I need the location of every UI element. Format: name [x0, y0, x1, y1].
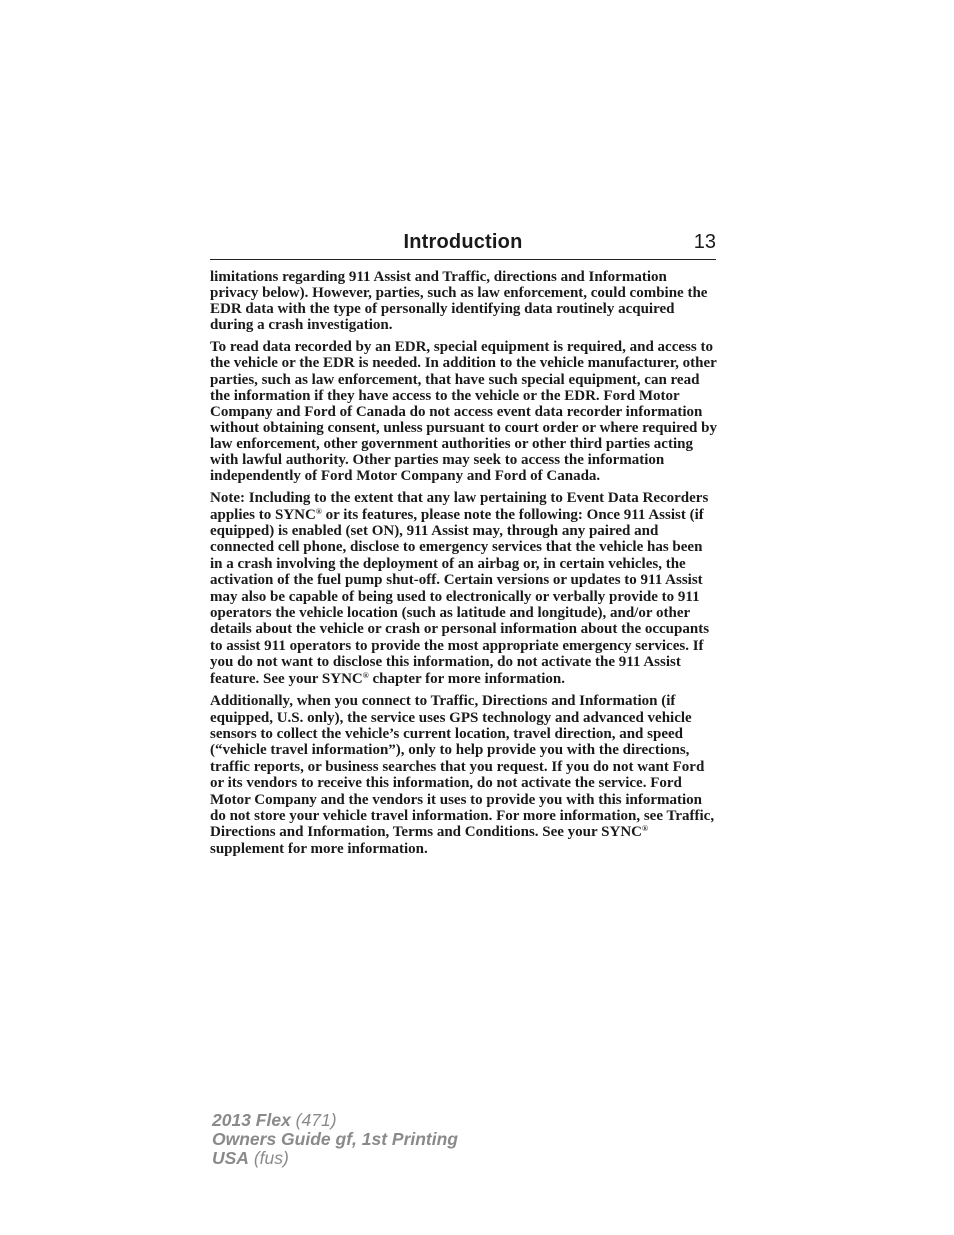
body-text	[210, 269, 718, 863]
traffic-text-part-2: supplement for more information.	[210, 840, 428, 857]
page-number: 13	[693, 231, 716, 253]
note-text-part-2: or its features, please note the following: Once 911 Assist (if equipped) is enabled (set ON), 911 Assist may, through any paired and connected cell phone, disclose to emergency services that the vehicle has been in a crash involving the deployment of an airbag or, in certain vehicles, the activation of the fuel pump shut-off. Certain versions or updates to 911 Assist may also be capable of being used to electronically or verbally provide to 911 operators the vehicle location (such as latitude and longitude), and/or other details about the vehicle or crash or personal information about the occupants to assist 911 operators to provide the most appropriate emergency services. If you do not want to disclose this information, do not activate the 911 Assist feature. See your SYNC	[210, 506, 710, 687]
paragraph-edr-access: To read data recorded by an EDR, special equipment is required, and access to the vehicle or the EDR is needed. In addition to the vehicle manufacturer, other parties, such as law enforcement, that have such special equipment, can read the information if they have access to the vehicle or the EDR. Ford Motor Company and Ford of Canada do not access event data recorder information without obtaining consent, unless pursuant to court order or where required by law enforcement, other government authorities or other third parties acting with lawful authority. Other parties may seek to access the information independently of Ford Motor Company and Ford of Canada.	[210, 339, 717, 485]
registered-mark: ®	[642, 824, 648, 834]
paragraph-traffic-directions	[210, 693, 718, 857]
footer-printing-line: Owners Guide gf, 1st Printing	[212, 1129, 458, 1149]
footer-model-code: (471)	[290, 1110, 337, 1130]
paragraph-911-assist-note	[210, 490, 718, 687]
note-text-part-3: chapter for more information.	[368, 670, 565, 687]
footer-market: USA	[212, 1148, 249, 1168]
footer-model-line	[212, 1111, 458, 1130]
footer-market-line	[212, 1149, 458, 1168]
page-header	[210, 229, 716, 260]
note-text-part-1: Note: Including to the extent that any law pertaining to Event Data Recorders applies to SYNC	[210, 490, 709, 523]
footer-market-code: (fus)	[248, 1148, 289, 1168]
print-footer	[212, 1111, 458, 1168]
paragraph-edr-limitations: limitations regarding 911 Assist and Traffic, directions and Information privacy below). However, parties, such as law enforcement, could combine the EDR data with the type of personally identifying data routinely acquired during a crash investigation.	[210, 269, 708, 334]
registered-mark: ®	[315, 506, 322, 516]
section-title: Introduction	[403, 231, 523, 253]
traffic-text-part-1: Additionally, when you connect to Traffic, Directions and Information (if equipped, U.S. only), the service uses GPS technology and advanced vehicle sensors to collect the vehicle’s current location, travel direction, and speed (“vehicle travel information”), only to help provide you with the directions, traffic reports, or business searches that you request. If you do not want Ford or its vendors to receive this information, do not activate the service. Ford Motor Company and the vendors it uses to provide you with this information do not store your vehicle travel information. For more information, see Traffic, Directions and Information, Terms and Conditions. See your SYNC	[210, 693, 715, 841]
registered-mark: ®	[362, 670, 369, 680]
footer-model: 2013 Flex	[212, 1110, 291, 1130]
